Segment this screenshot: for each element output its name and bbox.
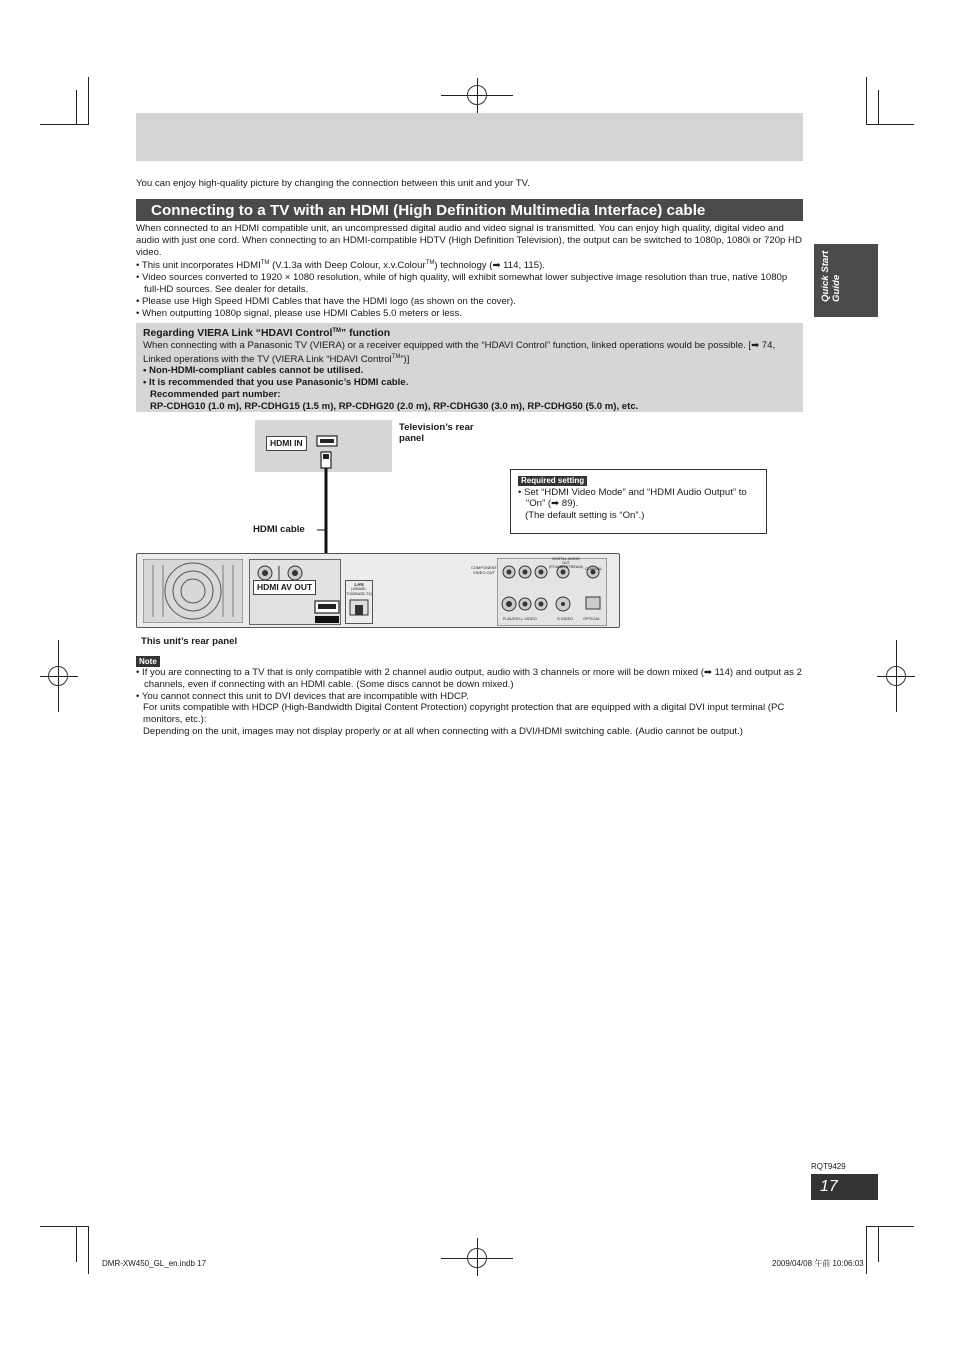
hdmi-port-icon [317,436,337,446]
section-title: Connecting to a TV with an HDMI (High Definition Multimedia Interface) cable [136,199,803,221]
unit-rear-label: This unit’s rear panel [141,636,238,647]
viera-bullet-noncompliant: • Non-HDMI-compliant cables cannot be utilised. [143,365,364,377]
lan-sub-label: (10BASE-T/100BASE-TX) [346,587,372,596]
required-setting-tag: Required setting [518,476,587,486]
coaxial-label: COAXIAL [585,566,603,571]
note-hdcp: For units compatible with HDCP (High-Bandwidth Digital Content Protection) copyright protection that are equipped with a digital DVI input terminal (PC monitors, etc.): [143,702,785,726]
fan-grille-icon [143,559,243,623]
note-dvi-cable: Depending on the unit, images may not display properly or at all when connecting with a DVI/HDMI switching cable. (Audio cannot be output.) [143,725,743,737]
body-bullet-hdmi [136,258,803,272]
viera-heading [143,326,796,340]
document-code: RQT9429 [811,1162,846,1171]
hdmi-plug-top-icon [321,452,331,468]
optical-label: OPTICAL [583,616,601,621]
footer-file: DMR-XW450_GL_en.indb 17 [102,1259,207,1268]
page-number: 17 [811,1174,878,1200]
bullet-text: • This unit incorporates HDMI [136,260,261,272]
note-text [136,667,806,738]
tm-mark: TM [332,328,342,334]
body-text [136,223,803,319]
viera-link-box [136,323,803,412]
bullet-text: (V.1.3a with Deep Colour, x.v.Colour [269,260,426,272]
audio-video-label: R-AUDIO-L VIDEO [503,616,537,621]
note-tag: Note [136,656,160,667]
body-paragraph: When connected to an HDMI compatible unit, an uncompressed digital audio and video signal is transmitted. You can enjoy high quality, digital video and audio with just one cord. When connecting to an HDMI-compatible HDTV (High Definition Television), the output can be switched to 1080p, 1080i or 720p HD video. [136,223,802,258]
digital-audio-label: DIGITAL AUDIO OUT (PCM/BITSTREAM) [549,557,583,570]
viera-part-label: Recommended part number: [150,388,281,400]
body-bullet-1080p: • When outputting 1080p signal, please use HDMI Cables 5.0 meters or less. [136,307,462,319]
tv-rear-label: Television’s rear panel [399,422,474,444]
bullet-text: ) technology (➡ 114, 115). [434,260,545,272]
tm-mark: TM [391,353,401,360]
footer-timestamp: 2009/04/08 午前 10:06:03 [772,1259,864,1268]
s-video-label: S VIDEO [557,616,574,621]
unit-rear-panel [136,553,620,628]
viera-part-numbers: RP-CDHG10 (1.0 m), RP-CDHG15 (1.5 m), RP-CDHG20 (2.0 m), RP-CDHG30 (3.0 m), RP-CDHG50 (5.0 m), etc. [150,400,639,412]
required-setting-line: • Set “HDMI Video Mode” and “HDMI Audio Output” to “On” (➡ 89). [518,486,747,510]
tm-mark: TM [260,260,270,267]
hdmi-cable-label: HDMI cable [253,524,305,535]
heading-text: Regarding VIERA Link “HDAVI Control [143,328,333,339]
required-setting-default: (The default setting is “On”.) [525,509,645,521]
hdmi-out-port-icon [313,599,343,625]
quick-start-label: Quick Start Guide [820,250,842,302]
viera-bullet-recommend: • It is recommended that you use Panasonic’s HDMI cable. [143,377,409,389]
hdmi-av-out-label: HDMI AV OUT [253,580,316,595]
quick-start-tab [814,244,878,317]
required-setting-box [510,469,767,534]
ethernet-jack-icon [348,597,370,617]
lan-port [345,580,373,624]
note-bullet-downmix: • If you are connecting to a TV that is only compatible with 2 channel audio output, audio with 3 channels or more will be down mixed (➡ 114) and output as 2 channels, even if connecting with an HDMI cable. (Some discs cannot be down mixed.) [136,667,802,690]
tm-mark: TM [425,260,435,267]
note-bullet-dvi: • You cannot connect this unit to DVI devices that are incompatible with HDCP. [136,690,469,702]
title-band [136,113,803,161]
lan-label: LAN [354,582,364,587]
para-text: When connecting with a Panasonic TV (VIERA) or a receiver equipped with the “HDAVI Control” function, linked operations would be possible. [➡ 74, Linked operations with the TV (VIERA Link “HDAVI Control [143,339,776,365]
component-label: COMPONENT VIDEO OUT [471,565,497,575]
para-text: ”)] [400,353,410,365]
viera-paragraph [143,340,796,366]
body-bullet-cables: • Please use High Speed HDMI Cables that have the HDMI logo (as shown on the cover). [136,295,516,307]
body-bullet-resolution: • Video sources converted to 1920 × 1080 resolution, while of high quality, will exhibit somewhat lower subjective image resolution than true, native 1080p full-HD sources. See dealer for details. [136,272,788,295]
hdmi-in-label: HDMI IN [266,436,307,451]
heading-text: ” function [341,328,391,339]
intro-text: You can enjoy high-quality picture by changing the connection between this unit and your TV. [136,178,530,189]
